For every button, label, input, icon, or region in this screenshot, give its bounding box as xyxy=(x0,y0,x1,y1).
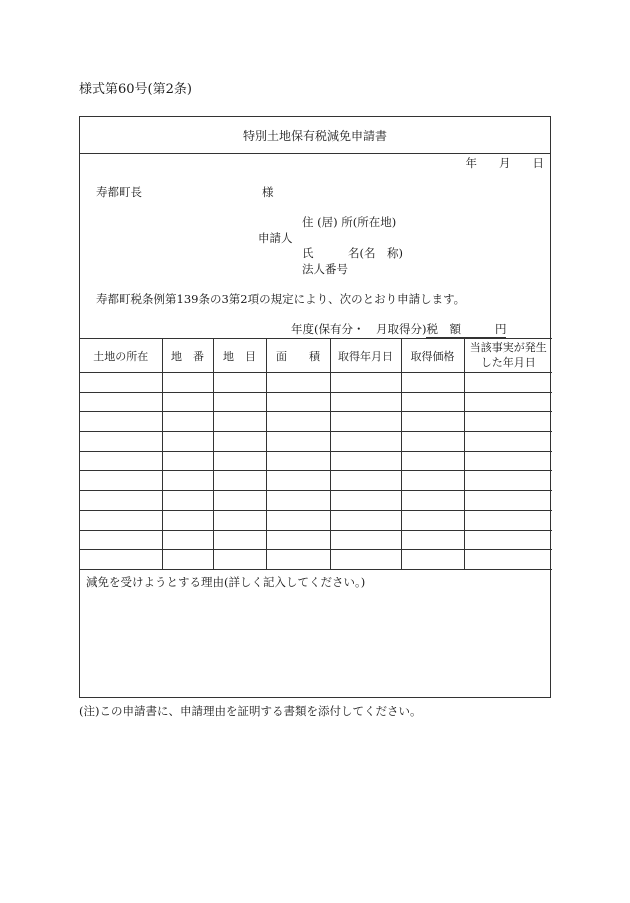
table-row xyxy=(80,550,552,570)
table-row xyxy=(80,530,552,550)
tax-line xyxy=(291,321,506,338)
table-cell[interactable] xyxy=(266,432,330,452)
table-cell[interactable] xyxy=(266,491,330,511)
table-cell[interactable] xyxy=(266,550,330,570)
form-title: 特別土地保有税減免申請書 xyxy=(80,117,550,154)
table-cell[interactable] xyxy=(464,392,552,412)
table-cell[interactable] xyxy=(213,550,266,570)
land-table-area xyxy=(80,338,550,570)
table-cell[interactable] xyxy=(330,412,401,432)
reason-label: 減免を受けようとする理由(詳しく記入してください。) xyxy=(86,575,366,589)
date-month-label: 月 xyxy=(499,156,511,170)
table-cell[interactable] xyxy=(401,412,464,432)
table-cell[interactable] xyxy=(330,550,401,570)
table-cell[interactable] xyxy=(401,550,464,570)
table-cell[interactable] xyxy=(464,491,552,511)
table-cell[interactable] xyxy=(213,432,266,452)
table-cell[interactable] xyxy=(330,491,401,511)
table-cell[interactable] xyxy=(80,451,162,471)
table-cell[interactable] xyxy=(162,530,213,550)
footnote: (注)この申請書に、申請理由を証明する書類を添付してください。 xyxy=(79,704,422,718)
table-cell[interactable] xyxy=(162,432,213,452)
tax-label: 税 額 xyxy=(426,322,461,336)
table-cell[interactable] xyxy=(162,491,213,511)
header-land-category: 地 目 xyxy=(213,339,266,373)
table-cell[interactable] xyxy=(80,471,162,491)
table-cell[interactable] xyxy=(464,412,552,432)
table-cell[interactable] xyxy=(464,510,552,530)
land-table-header xyxy=(80,339,552,373)
form-number: 様式第60号(第2条) xyxy=(79,82,192,97)
table-cell[interactable] xyxy=(464,530,552,550)
name-label: 氏 名(名 称) xyxy=(302,246,403,260)
table-cell[interactable] xyxy=(401,392,464,412)
table-cell[interactable] xyxy=(162,451,213,471)
table-cell[interactable] xyxy=(80,491,162,511)
table-cell[interactable] xyxy=(213,392,266,412)
table-cell[interactable] xyxy=(80,530,162,550)
table-cell[interactable] xyxy=(401,432,464,452)
table-cell[interactable] xyxy=(330,451,401,471)
table-cell[interactable] xyxy=(401,451,464,471)
table-cell[interactable] xyxy=(213,491,266,511)
table-cell[interactable] xyxy=(330,392,401,412)
table-cell[interactable] xyxy=(330,471,401,491)
table-row xyxy=(80,432,552,452)
addressee-name: 寿都町長 xyxy=(96,185,142,199)
header-acquisition-date: 取得年月日 xyxy=(330,339,401,373)
table-row xyxy=(80,491,552,511)
statement-text: 寿都町税条例第139条の3第2項の規定により、次のとおり申請します。 xyxy=(96,292,466,306)
table-cell[interactable] xyxy=(80,432,162,452)
table-cell[interactable] xyxy=(80,412,162,432)
table-cell[interactable] xyxy=(464,550,552,570)
land-table-body xyxy=(80,373,552,570)
table-cell[interactable] xyxy=(162,550,213,570)
tax-amount-field[interactable] xyxy=(426,321,506,338)
address-label: 住 (居) 所(所在地) xyxy=(302,215,397,229)
table-cell[interactable] xyxy=(401,491,464,511)
table-cell[interactable] xyxy=(330,530,401,550)
land-table xyxy=(80,338,552,570)
table-cell[interactable] xyxy=(213,451,266,471)
table-cell[interactable] xyxy=(401,510,464,530)
table-cell[interactable] xyxy=(266,530,330,550)
table-cell[interactable] xyxy=(330,373,401,393)
date-day-label: 日 xyxy=(532,156,544,170)
table-cell[interactable] xyxy=(330,510,401,530)
table-row xyxy=(80,392,552,412)
fiscal-label: 年度(保有分・ 月取得分) xyxy=(291,322,427,336)
table-row xyxy=(80,451,552,471)
table-cell[interactable] xyxy=(213,510,266,530)
applicant-label: 申請人 xyxy=(258,231,293,245)
table-cell[interactable] xyxy=(266,471,330,491)
table-cell[interactable] xyxy=(162,510,213,530)
table-cell[interactable] xyxy=(213,412,266,432)
header-location: 土地の所在 xyxy=(80,339,162,373)
yen-label: 円 xyxy=(494,322,507,336)
table-cell[interactable] xyxy=(213,530,266,550)
table-cell[interactable] xyxy=(401,471,464,491)
addressee-honorific: 様 xyxy=(262,185,274,199)
table-cell[interactable] xyxy=(266,451,330,471)
table-cell[interactable] xyxy=(401,530,464,550)
table-row xyxy=(80,412,552,432)
table-cell[interactable] xyxy=(162,392,213,412)
table-cell[interactable] xyxy=(80,373,162,393)
table-row xyxy=(80,471,552,491)
application-form xyxy=(79,116,551,698)
table-cell[interactable] xyxy=(464,451,552,471)
table-cell[interactable] xyxy=(162,373,213,393)
table-cell[interactable] xyxy=(464,373,552,393)
header-area: 面 積 xyxy=(266,339,330,373)
date-line xyxy=(466,155,545,171)
table-cell[interactable] xyxy=(401,373,464,393)
header-lot-number: 地 番 xyxy=(162,339,213,373)
table-cell[interactable] xyxy=(80,392,162,412)
date-year-label: 年 xyxy=(465,156,477,170)
corp-number-label: 法人番号 xyxy=(302,262,348,276)
table-cell[interactable] xyxy=(80,510,162,530)
table-cell[interactable] xyxy=(266,412,330,432)
table-cell[interactable] xyxy=(266,510,330,530)
table-row xyxy=(80,373,552,393)
table-cell[interactable] xyxy=(464,432,552,452)
table-cell[interactable] xyxy=(266,373,330,393)
table-cell[interactable] xyxy=(213,471,266,491)
table-cell[interactable] xyxy=(330,432,401,452)
table-cell[interactable] xyxy=(464,471,552,491)
header-occurrence-date: 当該事実が発生した年月日 xyxy=(464,339,552,373)
table-cell[interactable] xyxy=(266,392,330,412)
table-cell[interactable] xyxy=(162,412,213,432)
table-cell[interactable] xyxy=(80,550,162,570)
header-acquisition-price: 取得価格 xyxy=(401,339,464,373)
table-row xyxy=(80,510,552,530)
table-cell[interactable] xyxy=(162,471,213,491)
table-cell[interactable] xyxy=(213,373,266,393)
